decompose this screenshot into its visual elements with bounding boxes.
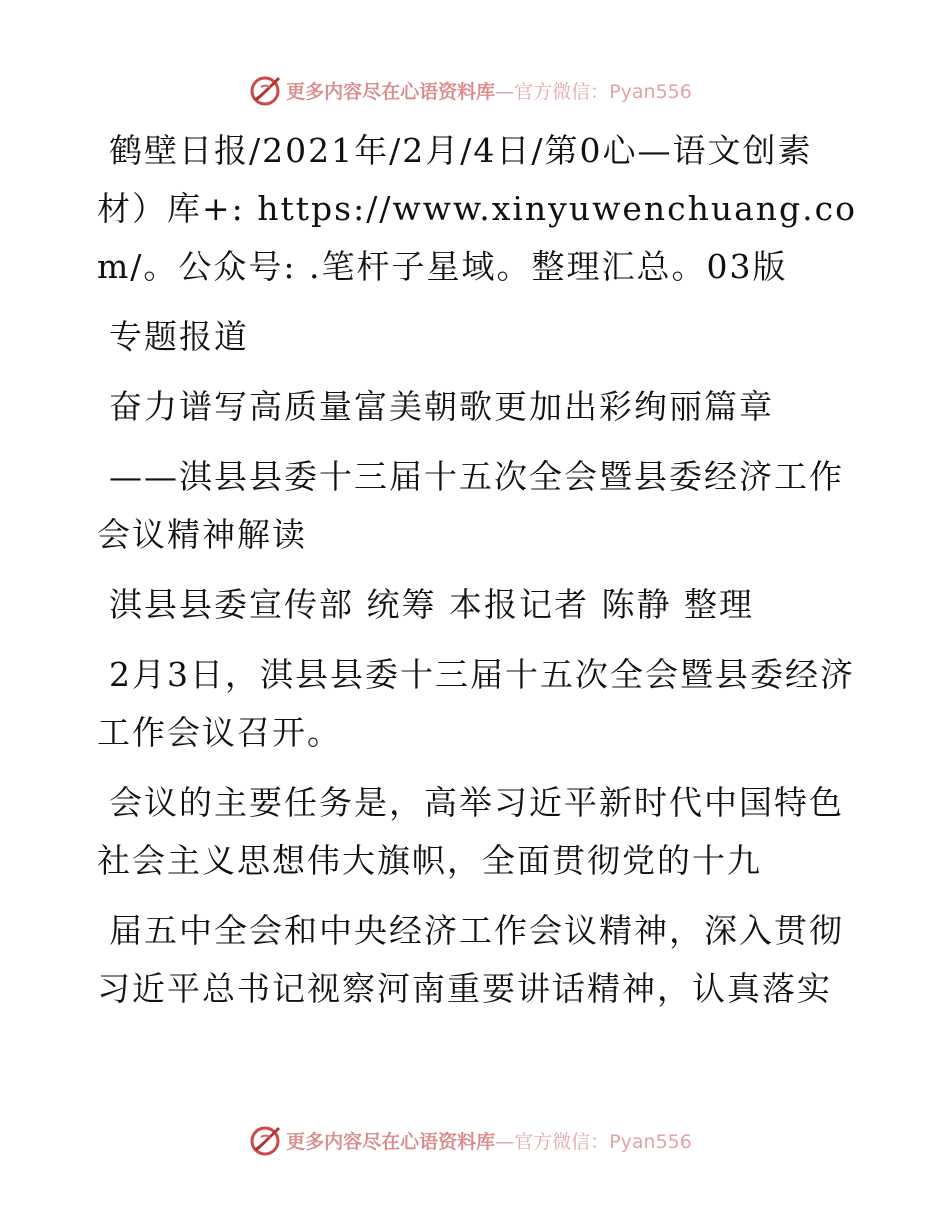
- section-label: 专题报道: [109, 317, 249, 356]
- article-body: [97, 122, 857, 1030]
- watermark-group: [248, 1123, 692, 1157]
- body-paragraph: 会议的主要任务是，高举习近平新时代中国特色社会主义思想伟大旗帜，全面贯彻党的十九: [97, 783, 844, 880]
- body-paragraph: 2月3日，淇县县委十三届十五次全会暨县委经济工作会议召开。: [97, 655, 855, 752]
- watermark-text: [286, 77, 692, 104]
- watermark-separator: —: [495, 80, 515, 103]
- watermark-separator: —: [495, 1130, 515, 1153]
- article-subtitle: ——淇县县委十三届十五次全会暨县委经济工作会议精神解读: [97, 457, 844, 554]
- watermark-label: 官方微信：: [514, 1130, 610, 1153]
- article-title: 奋力谱写高质量富美朝歌更加出彩绚丽篇章: [109, 387, 774, 426]
- source-line: 鹤壁日报/2021年/2月/4日/第0心—语文创素材）库+: https://www.xinyuwenchuang.com/。公众号: .笔杆子星域。整理汇总。03版: [97, 131, 857, 286]
- watermark-banner-bottom: [0, 1120, 950, 1160]
- body-paragraph: 届五中全会和中央经济工作会议精神，深入贯彻习近平总书记视察河南重要讲话精神，认真落实: [97, 911, 844, 1008]
- watermark-main-text: 更多内容尽在心语资料库: [286, 1130, 496, 1153]
- watermark-banner-top: [0, 70, 950, 110]
- watermark-label: 官方微信：: [514, 80, 610, 103]
- watermark-group: [248, 73, 692, 107]
- watermark-main-text: 更多内容尽在心语资料库: [286, 80, 496, 103]
- watermark-handle: Pyan556: [609, 80, 692, 103]
- brush-logo-icon: [248, 1123, 282, 1157]
- watermark-text: [286, 1127, 692, 1154]
- byline: 淇县县委宣传部 统筹 本报记者 陈静 整理: [109, 585, 754, 624]
- brush-logo-icon: [248, 73, 282, 107]
- watermark-handle: Pyan556: [609, 1130, 692, 1153]
